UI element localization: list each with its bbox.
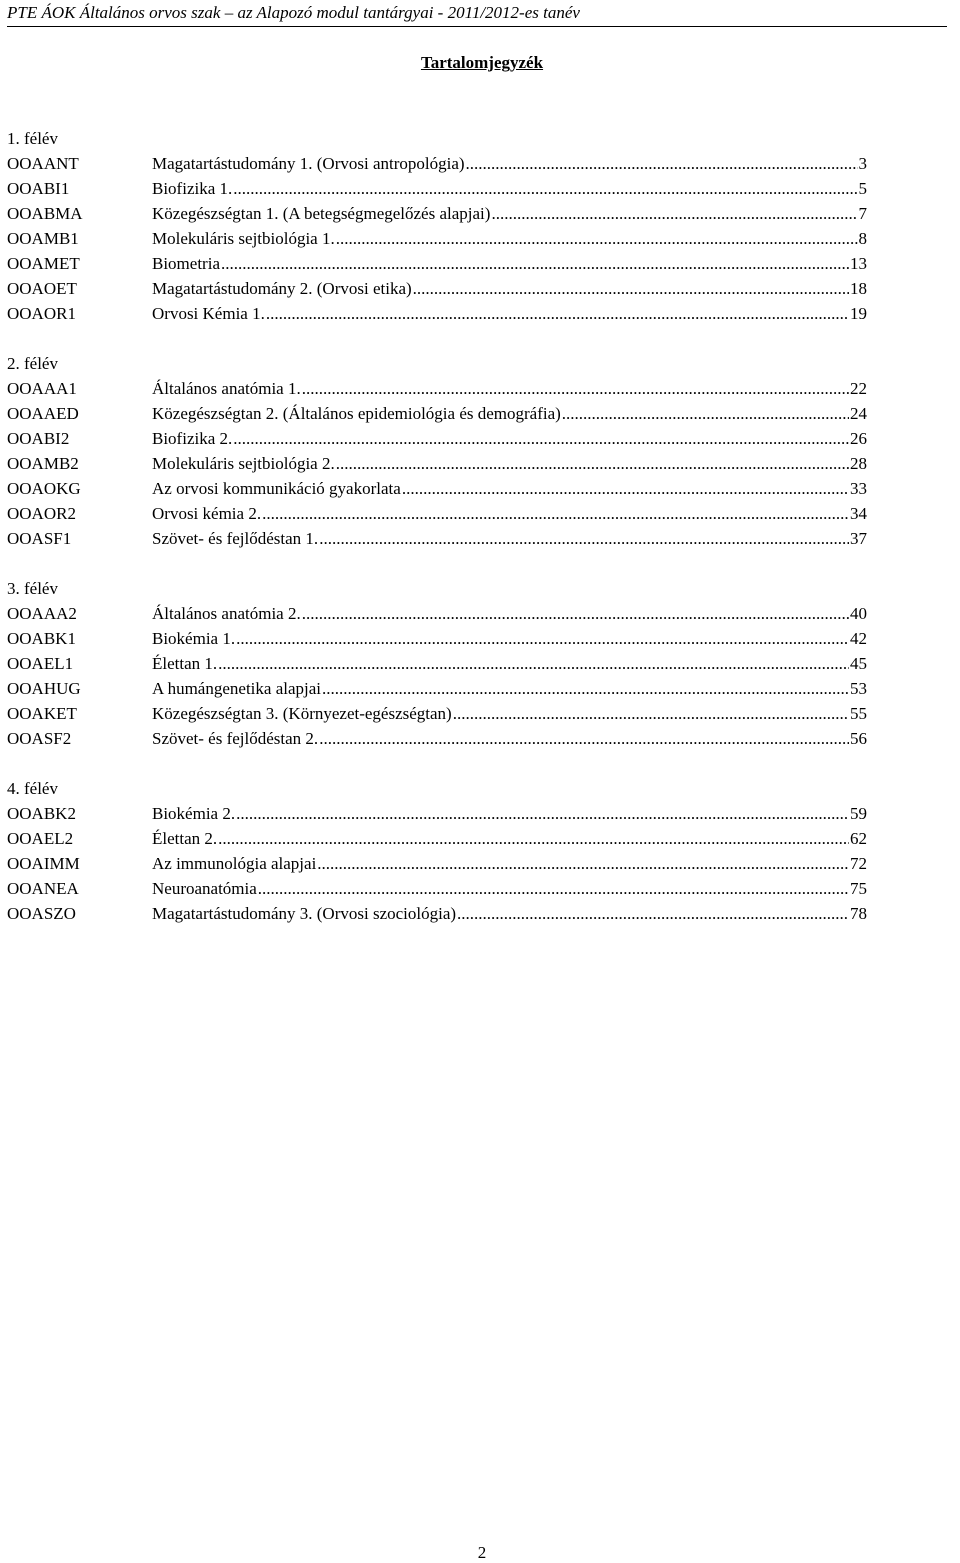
course-name: Biokémia 2.: [152, 804, 236, 823]
page-ref: 72: [850, 854, 867, 873]
running-header: PTE ÁOK Általános orvos szak – az Alapozó modul tantárgyai - 2011/2012-es tanév: [7, 2, 947, 27]
dot-leader: [236, 626, 849, 651]
dot-leader: [453, 701, 849, 726]
page-ref: 53: [850, 679, 867, 698]
section-title: 1. félév: [7, 129, 58, 148]
dot-leader: [336, 451, 849, 476]
course-name: Molekuláris sejtbiológia 2.: [152, 454, 335, 473]
course-code: OOASF2: [7, 729, 72, 748]
section-title: 3. félév: [7, 579, 58, 598]
toc-entry[interactable]: [7, 601, 867, 626]
toc-section: [7, 351, 867, 551]
course-name: Orvosi Kémia 1.: [152, 304, 265, 323]
page-ref: 8: [858, 229, 867, 248]
dot-leader: [302, 376, 849, 401]
page-ref: 33: [850, 479, 867, 498]
dot-leader: [457, 901, 849, 926]
toc-entry[interactable]: [7, 201, 867, 226]
course-code: OOAIMM: [7, 854, 80, 873]
course-code: OOAOR1: [7, 304, 76, 323]
dot-leader: [218, 826, 849, 851]
page-ref: 55: [850, 704, 867, 723]
toc-entry[interactable]: [7, 301, 867, 326]
page-ref: 59: [850, 804, 867, 823]
course-name: Közegészségtan 1. (A betegségmegelőzés alapjai): [152, 204, 491, 223]
section-title: 4. félév: [7, 779, 58, 798]
course-name: Biokémia 1.: [152, 629, 236, 648]
dot-leader: [319, 526, 849, 551]
toc-section: [7, 126, 867, 326]
course-code: OOAAA1: [7, 379, 77, 398]
toc-entry[interactable]: [7, 651, 867, 676]
course-code: OOABK1: [7, 629, 76, 648]
dot-leader: [221, 251, 849, 276]
course-name: Általános anatómia 1.: [152, 379, 301, 398]
table-of-contents: [7, 126, 867, 951]
course-code: OOABMA: [7, 204, 83, 223]
course-code: OOAMB1: [7, 229, 79, 248]
page-ref: 28: [850, 454, 867, 473]
toc-entry[interactable]: [7, 426, 867, 451]
toc-entry[interactable]: [7, 176, 867, 201]
page-ref: 26: [850, 429, 867, 448]
course-name: A humángenetika alapjai: [152, 679, 321, 698]
toc-section: [7, 576, 867, 751]
course-name: Biofizika 1.: [152, 179, 233, 198]
course-name: Szövet- és fejlődéstan 2.: [152, 729, 319, 748]
course-code: OOAHUG: [7, 679, 81, 698]
page-ref: 7: [858, 204, 867, 223]
course-code: OOASF1: [7, 529, 72, 548]
course-name: Közegészségtan 3. (Környezet-egészségtan): [152, 704, 452, 723]
course-code: OOAMET: [7, 254, 80, 273]
toc-title: Tartalomjegyzék: [420, 53, 544, 72]
toc-entry[interactable]: [7, 251, 867, 276]
toc-entry[interactable]: [7, 626, 867, 651]
course-name: Általános anatómia 2.: [152, 604, 301, 623]
course-code: OOABK2: [7, 804, 76, 823]
course-code: OOAMB2: [7, 454, 79, 473]
course-code: OOAANT: [7, 154, 79, 173]
toc-entry[interactable]: [7, 901, 867, 926]
page-ref: 42: [850, 629, 867, 648]
course-name: Szövet- és fejlődéstan 1.: [152, 529, 319, 548]
toc-entry[interactable]: [7, 151, 867, 176]
course-name: Neuroanatómia: [152, 879, 257, 898]
course-code: OOAEL1: [7, 654, 74, 673]
dot-leader: [336, 226, 858, 251]
dot-leader: [266, 301, 849, 326]
course-code: OOAEL2: [7, 829, 74, 848]
toc-entry[interactable]: [7, 376, 867, 401]
dot-leader: [562, 401, 849, 426]
dot-leader: [491, 201, 857, 226]
course-code: OOAOR2: [7, 504, 76, 523]
toc-entry[interactable]: [7, 401, 867, 426]
course-name: Magatartástudomány 2. (Orvosi etika): [152, 279, 412, 298]
page-ref: 56: [850, 729, 867, 748]
page-ref: 18: [850, 279, 867, 298]
page-ref: 13: [850, 254, 867, 273]
toc-section: [7, 776, 867, 926]
dot-leader: [233, 176, 857, 201]
dot-leader: [317, 851, 849, 876]
toc-entry[interactable]: [7, 476, 867, 501]
course-name: Az immunológia alapjai: [152, 854, 317, 873]
page-ref: 40: [850, 604, 867, 623]
course-name: Molekuláris sejtbiológia 1.: [152, 229, 335, 248]
dot-leader: [322, 676, 849, 701]
course-name: Magatartástudomány 1. (Orvosi antropológia): [152, 154, 465, 173]
page-ref: 78: [850, 904, 867, 923]
toc-entry[interactable]: [7, 676, 867, 701]
course-name: Élettan 2.: [152, 829, 218, 848]
course-name: Biometria: [152, 254, 220, 273]
section-title: 2. félév: [7, 354, 58, 373]
toc-entry[interactable]: [7, 526, 867, 551]
toc-entry[interactable]: [7, 701, 867, 726]
page-ref: 3: [858, 154, 867, 173]
page-ref: 34: [850, 504, 867, 523]
course-code: OOAOKG: [7, 479, 81, 498]
page-ref: 37: [850, 529, 867, 548]
dot-leader: [319, 726, 849, 751]
toc-entry[interactable]: [7, 226, 867, 251]
course-code: OOABI1: [7, 179, 70, 198]
dot-leader: [218, 651, 849, 676]
dot-leader: [402, 476, 849, 501]
course-name: Közegészségtan 2. (Általános epidemiológia és demográfia): [152, 404, 561, 423]
dot-leader: [466, 151, 858, 176]
toc-entry[interactable]: [7, 451, 867, 476]
course-name: Biofizika 2.: [152, 429, 233, 448]
dot-leader: [233, 426, 849, 451]
dot-leader: [262, 501, 849, 526]
course-code: OOASZO: [7, 904, 76, 923]
course-name: Az orvosi kommunikáció gyakorlata: [152, 479, 401, 498]
dot-leader: [258, 876, 849, 901]
toc-entry[interactable]: [7, 501, 867, 526]
toc-entry[interactable]: [7, 726, 867, 751]
page-number: 2: [477, 1543, 487, 1562]
dot-leader: [413, 276, 849, 301]
course-code: OOAOET: [7, 279, 77, 298]
course-code: OOABI2: [7, 429, 70, 448]
dot-leader: [302, 601, 849, 626]
page-ref: 45: [850, 654, 867, 673]
toc-entry[interactable]: [7, 276, 867, 301]
toc-entry[interactable]: [7, 801, 867, 826]
course-code: OOAAED: [7, 404, 79, 423]
course-code: OOANEA: [7, 879, 79, 898]
course-name: Élettan 1.: [152, 654, 218, 673]
course-name: Orvosi kémia 2.: [152, 504, 262, 523]
toc-entry[interactable]: [7, 826, 867, 851]
page-ref: 22: [850, 379, 867, 398]
page-ref: 62: [850, 829, 867, 848]
page-ref: 5: [858, 179, 867, 198]
toc-entry[interactable]: [7, 851, 867, 876]
course-name: Magatartástudomány 3. (Orvosi szociológia): [152, 904, 457, 923]
page-ref: 24: [850, 404, 867, 423]
course-code: OOAKET: [7, 704, 77, 723]
page-ref: 19: [850, 304, 867, 323]
course-code: OOAAA2: [7, 604, 77, 623]
toc-entry[interactable]: [7, 876, 867, 901]
dot-leader: [236, 801, 849, 826]
page-ref: 75: [850, 879, 867, 898]
